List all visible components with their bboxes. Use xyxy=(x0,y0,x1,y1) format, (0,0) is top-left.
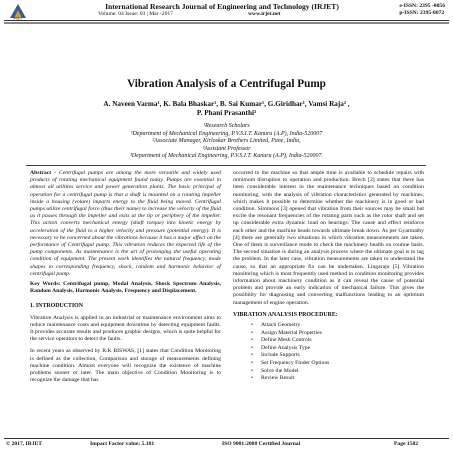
introduction-heading: 1. INTRODUCTION xyxy=(30,303,84,310)
section-divider xyxy=(26,165,426,166)
paper-title: Vibration Analysis of a Centrifugal Pump xyxy=(127,78,326,90)
footer-page-number: Page 1582 xyxy=(394,441,419,447)
right-column xyxy=(233,170,424,383)
body-paragraph: occurred to the machine so that ample time is available to schedule repairs with minimum disruption to operation and production. Brech [2] states that there has been considerable interest in the maintenance techniques based on condition monitoring, with the analysis of vibration characteristics generated by machines, which makes it possible to determine whether the machinery is in good or bad condition. Simmons [3] opened that vibration from their sources may be small but excite the resonant frequencies of the rotating parts such as the rotor shaft and set up considerable extra dynamic load on bearings. The cause and effect reinforce each other and the machine heads towards ultimate break down. As per Gyarmathy [4] there are generally two situations in which vibration measurements are taken. One of them is surveillance mode to check the machinery health on routine basis. The second situation is during an analysis process where the ultimate goal is to tag the problem. In the later case, vibration measurements are taken to understand the cause, so that an appropriate fix can be undertaken. Lingaraju [5] Vibration monitoring which is most frequently used method in condition monitoring provides information about machinery condition as it can reveal the cause of potential problem and provide an early indication of mechanical failure. This gives the possibility for diagnosing and converting malfunctions leading to an optimum management of engine operation. xyxy=(233,170,424,306)
abstract-label: Abstract - xyxy=(30,170,56,176)
keywords xyxy=(30,281,221,295)
header-divider xyxy=(4,20,449,21)
affiliation-line: ¹Research Scholars xyxy=(203,123,250,129)
footer-divider xyxy=(4,438,449,439)
journal-website[interactable]: www.irjet.net xyxy=(248,11,281,17)
list-item: • Review Result xyxy=(251,375,424,383)
list-item: • Attach Geometry xyxy=(251,322,424,330)
footer-iso: ISO 9001:2008 Certified Journal xyxy=(222,441,301,447)
abstract-text: Centrifugal pumps are among the more versatile and widely used products of rotating mechanical equipment found today. Pumps are essential in almost all utilities service and power generation plants. The basic principal of operation for a centrifugal pump is that a shaft is mounted on a rotating impeller inside a housing (volute) imparts energy to the fluid being moved. Centrifugal pumps utilize centrifugal force (thus their name) to increase the velocity of the fluid as it passes through the impeller and exits at the tip or periphery of the impeller. This action converts mechanical energy (shaft torque) into kinetic energy by acceleration of the fluid to a higher velocity and pressure (potential energy). It is necessary to be concerned about the vibrations because it has a major affect on the performance of Centrifugal pump. This vibration reduces the expected life of the pump components. As maintenance is the art of prolonging the useful operating condition of equipment. The present work identifies the natural frequency, mode shapes to corresponding frequency, shock, random and harmonic behavior of centrifugal pump. xyxy=(30,170,222,277)
author-list xyxy=(0,100,453,118)
affiliation-line: ¹Department of Mechanical Engineering, P.V.S.I.T. Kanuru (A.P), India-520007 xyxy=(130,130,323,137)
authors-line-1: A. Naveen Varma¹, K. Bala Bhaskar¹, B. Sai Kumar¹, G.Giridhar¹, Vamsi Raja² , xyxy=(103,100,350,108)
intro-paragraph-1: Vibration Analysis is applied in an industrial or maintenance environment aims to reduce maintenance costs and equipment downtime by detecting equipment faults. It provides accurate results and produces graphic designs, which is quite helpful for the service operators to detect the faults. xyxy=(30,314,221,343)
list-item: • Solve the Model xyxy=(251,368,424,376)
affiliation-line: ³Department of Mechanical Engineering, P.V.S.I.T. Kanuru (A.P), India-520007. xyxy=(129,153,324,160)
keywords-label: Key Words: xyxy=(30,281,61,288)
header-center xyxy=(52,2,392,18)
affiliation-line: ³Assistant Professor xyxy=(202,145,251,152)
journal-header xyxy=(4,2,451,20)
svg-text:IRJET: IRJET xyxy=(13,16,23,20)
list-item: • Define Mesh Controls xyxy=(251,337,424,345)
irjet-logo xyxy=(8,2,28,20)
header-divider-thick xyxy=(4,22,449,24)
journal-name: International Research Journal of Engineering and Technology (IRJET) xyxy=(105,2,339,11)
list-item: • Define Analysis Type xyxy=(251,345,424,353)
keywords-text: Centrifugal pump, Modal Analysis, Shock Spectrum Analysis, Random Analysis, Harmonic Analysis, Frequency and Displacement. xyxy=(30,281,221,295)
left-column xyxy=(30,170,221,389)
list-item: • Include Supports xyxy=(251,352,424,360)
abstract xyxy=(30,170,221,278)
pissn: p-ISSN: 2395-0072 xyxy=(399,10,445,17)
affiliations xyxy=(0,123,453,161)
header-subline xyxy=(52,11,392,18)
intro-paragraph-2: In recent years as observed by R.K BISWAS, [1] states that Condition Monitoring is defined as the collection, Comparison and storage of measurements defining machine condition. Almost everyone will recognize the existence of machine problems sooner or later. The main objective of Condition Monitoring is to recognize the damage that has xyxy=(30,348,221,384)
procedure-heading: VIBRATION ANALYSIS PROCEDURE: xyxy=(233,311,338,318)
list-item: • Set Frequency Finder Options xyxy=(251,360,424,368)
authors-line-2: P. Phani Prasanthi³ xyxy=(196,109,257,117)
volume-issue: Volume: 04 Issue: 03 | Mar -2017 xyxy=(98,11,173,17)
eissn: e-ISSN: 2395 -0056 xyxy=(399,3,445,9)
affiliation-line: ²Associate Manager, Kirloskar Brothers Limited, Pune, India, xyxy=(152,138,301,145)
procedure-list xyxy=(251,322,424,383)
list-item: • Assign Material Properties xyxy=(251,330,424,338)
issn-block xyxy=(399,3,445,18)
footer-impact-factor: Impact Factor value: 5.181 xyxy=(90,441,155,447)
footer-copyright: © 2017, IRJET xyxy=(6,441,43,447)
